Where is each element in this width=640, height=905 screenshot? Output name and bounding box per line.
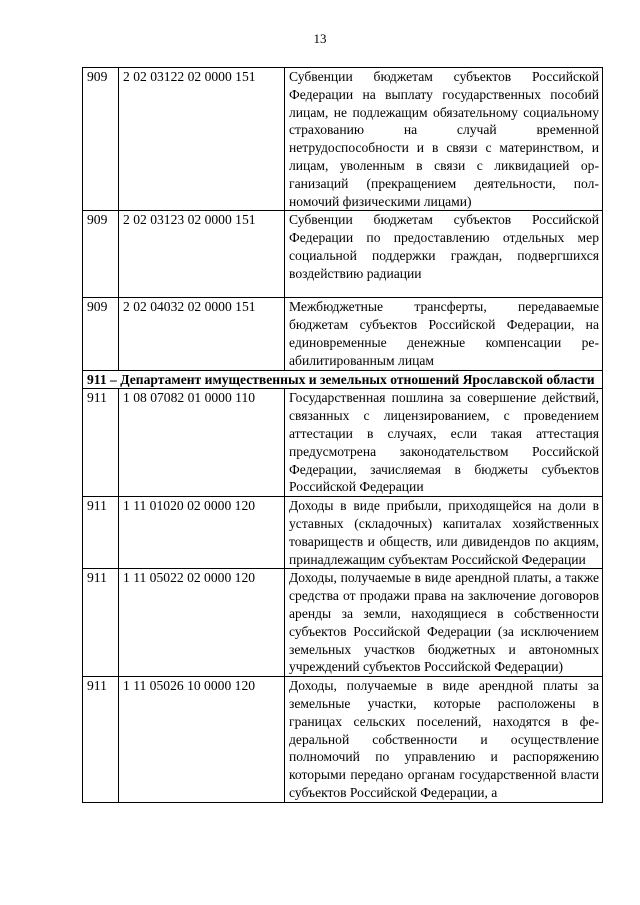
table-row [83,298,603,370]
revenue-codes-table [82,67,603,803]
revenue-name-cell: Субвенции бюджетам субъектов Российской Федерации на выплату государственных пособий лицам, не подлежащим обязательному социальному страхованию на случай временной нетрудоспособности и в связи с материнством, и лицам, уволенным в связи с ликвидацией организаций (прекращением деятельности, полномочий физическими лицами) [285,68,603,211]
section-header-row [83,370,603,389]
admin-code-cell: 911 [83,497,119,569]
budget-code-cell: 1 11 05026 10 0000 120 [119,677,285,803]
table-row [83,68,603,211]
revenue-name-cell: Доходы в виде прибыли, приходящейся на доли в уставных (складочных) капиталах хозяйственных товариществ и обществ, или дивидендов по акциям, принадлежащим субъектам Российской Федерации [285,497,603,569]
table-row [83,211,603,298]
revenue-name-cell: Государственная пошлина за совершение действий, связанных с лицензированием, с проведением аттестации в случаях, если такая аттестация предусмотрена законодательством Российской Федерации, зачисляемая в бюджеты субъектов Российской Федерации [285,389,603,497]
budget-code-cell: 2 02 03123 02 0000 151 [119,211,285,298]
revenue-name-cell: Доходы, получаемые в виде арендной платы, а также средства от продажи права на заключение договоров аренды за земли, находящиеся в собственности субъектов Российской Федерации (за исключением земельных участков бюджетных и автономных учреждений субъектов Российской Федерации) [285,569,603,677]
budget-code-cell: 2 02 04032 02 0000 151 [119,298,285,370]
table-row [83,497,603,569]
budget-code-cell: 1 11 01020 02 0000 120 [119,497,285,569]
table-row [83,389,603,497]
admin-code-cell: 911 [83,677,119,803]
section-title: 911 – Департамент имущественных и земельных отношений Ярославской области [83,370,603,389]
budget-code-cell: 1 11 05022 02 0000 120 [119,569,285,677]
budget-code-cell: 2 02 03122 02 0000 151 [119,68,285,211]
admin-code-cell: 909 [83,211,119,298]
table-row [83,569,603,677]
admin-code-cell: 909 [83,68,119,211]
revenue-name-cell: Субвенции бюджетам субъектов Российской Федерации по предоставлению отдельных мер социальной поддержки граждан, подвергшихся воздействию радиации [285,211,603,298]
admin-code-cell: 909 [83,298,119,370]
budget-code-cell: 1 08 07082 01 0000 110 [119,389,285,497]
admin-code-cell: 911 [83,569,119,677]
revenue-name-cell: Межбюджетные трансферты, передаваемые бюджетам субъектов Российской Федерации, на единовременные денежные компенсации реабилитированным лицам [285,298,603,370]
revenue-name-cell: Доходы, получаемые в виде арендной платы за земельные участки, которые расположены в границах сельских поселений, находятся в федеральной собственности и осуществление полномочий по управлению и распоряжению которыми передано органам государственной власти субъектов Российской Федерации, а [285,677,603,803]
admin-code-cell: 911 [83,389,119,497]
table-row [83,677,603,803]
page-number: 13 [313,31,327,46]
